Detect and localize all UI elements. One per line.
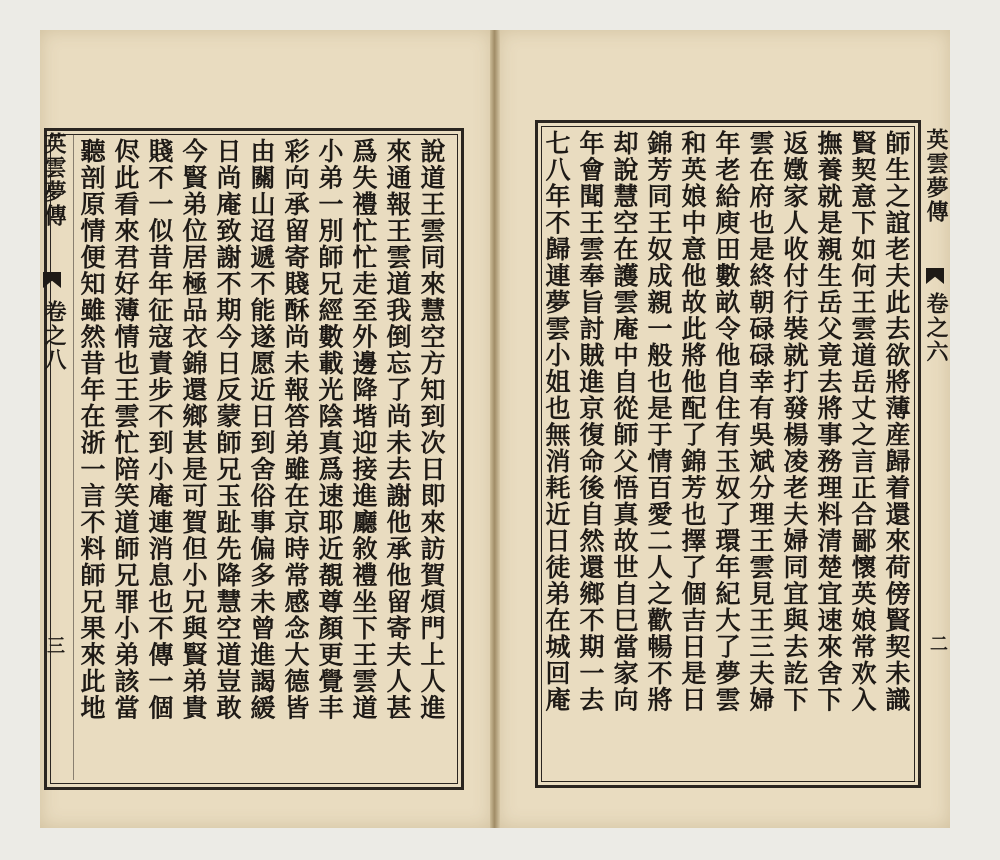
right-margin-title: 英雲夢傳	[923, 128, 949, 224]
left-margin-volume: 卷之八	[41, 300, 67, 372]
right-column-5: 雲在府也是終朝碌碌幸有吳斌分理王雲見王三夫婦	[746, 130, 775, 713]
left-column-3: 爲失禮忙忙走至外邊降堦迎接進廳敘禮坐下王雲道	[349, 138, 378, 721]
right-column-8: 錦芳同王奴成親一般也是于情百愛二人之歡暢不將	[644, 130, 673, 713]
left-frame-divider	[73, 134, 74, 780]
right-column-3: 撫養就是親生岳父竟去將事務理料清楚宜速來舍下	[814, 130, 843, 713]
right-folio-number: 二	[930, 634, 948, 655]
right-column-9: 却說慧空在護雲庵中自從師父悟真故世自巳當家向	[610, 130, 639, 713]
book-gutter	[490, 30, 500, 828]
left-margin-title: 英雲夢傳	[41, 132, 67, 228]
right-column-11: 七八年不歸連夢雲小姐也無消耗近日徒弟在城回庵	[542, 130, 571, 713]
left-column-8: 今賢弟位居極品衣錦還鄉甚是可賀但小兄與賢弟貴	[179, 138, 208, 721]
left-column-11: 聽剖原情便知雖然昔年在浙一言不料師兄果來此地	[77, 138, 106, 721]
right-column-7: 和英娘中意他故此將他配了錦芳也擇了個吉日是日	[678, 130, 707, 713]
left-column-5: 彩向承留寄賤酥尚未報答弟雖在京時常感念大德皆	[281, 138, 310, 721]
right-column-10: 年會聞王雲奉旨討賊進京復命後自然還鄉不期一去	[576, 130, 605, 713]
left-column-10: 侭此看來君好薄情也王雲忙陪笑道師兄罪小弟該當	[111, 138, 140, 721]
left-column-7: 日尚庵致謝不期今日反蒙師兄玉趾先降慧空道豈敢	[213, 138, 242, 721]
right-column-1: 師生之誼老夫此去欲將薄産歸着還來荷傍賢契未識	[882, 130, 911, 713]
left-column-1: 說道王雲同來慧空方知到次日即來訪賀煩門上人進	[417, 138, 446, 721]
right-column-2: 賢契意下如何王雲道岳丈之言正合鄙懷英娘常欢入	[848, 130, 877, 713]
left-column-6: 由關山迢遞不能遂愿近日到舍俗事偏多未曾進謁緩	[247, 138, 276, 721]
left-column-9: 賤不一似昔年征寇責步不到小庵連消息也不傳一個	[145, 138, 174, 721]
right-column-4: 返嬍家人收付行裝就打發楊凌老夫婦同宜與去訖下	[780, 130, 809, 713]
left-column-2: 來通報王雲道我倒忘了尚未去謝他承他留寄夫人甚	[383, 138, 412, 721]
left-folio-number: 三	[47, 636, 65, 657]
right-frame-divider	[919, 126, 920, 778]
right-margin-volume: 卷之六	[923, 292, 949, 364]
left-column-4: 小弟一別師兄經數載光陰真爲速耶近覩尊顏更覺丰	[315, 138, 344, 721]
right-column-6: 年老給庾田數畝令他自住有玉奴了環年紀大了夢雲	[712, 130, 741, 713]
